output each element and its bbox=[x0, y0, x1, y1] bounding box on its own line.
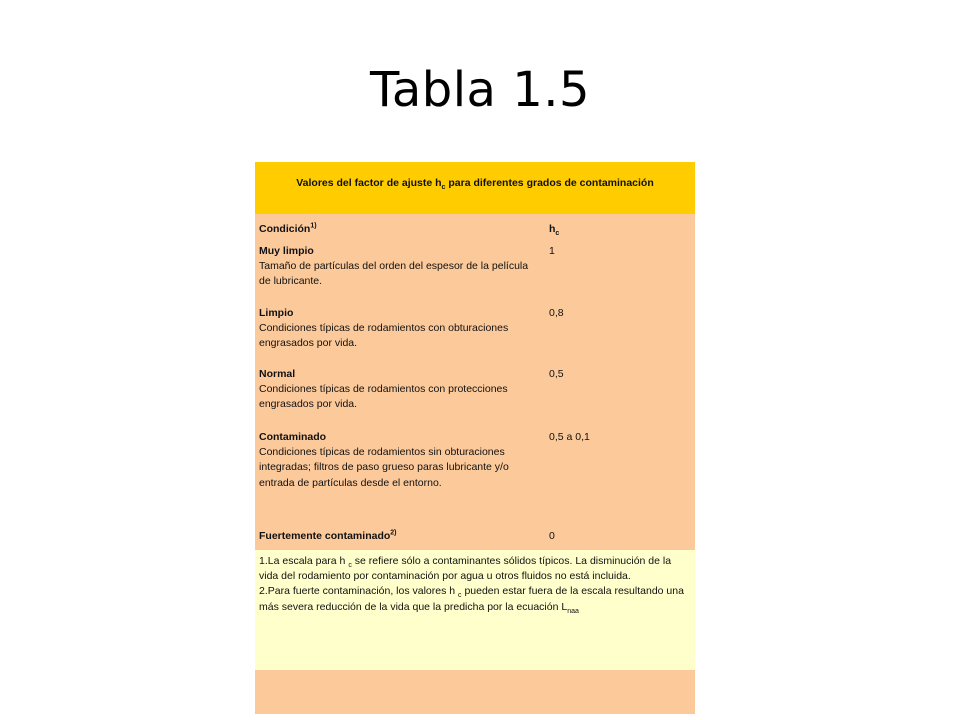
row-value: 0,5 bbox=[549, 368, 564, 380]
footnote-1-text-b: se refiere sólo a contaminantes sólidos típicos. La disminución de la vida del rodamiento por contaminación por agua u otros fluidos no está incluida. bbox=[259, 555, 672, 583]
condition-footnote: 1) bbox=[310, 222, 317, 230]
row-condition bbox=[259, 430, 541, 491]
table-header bbox=[255, 162, 695, 214]
page-title: Tabla 1.5 bbox=[369, 62, 591, 118]
row-value: 0,8 bbox=[549, 307, 564, 319]
row-value: 0 bbox=[549, 530, 555, 542]
hc-subscript: c bbox=[555, 230, 560, 238]
row-value: 1 bbox=[549, 245, 555, 257]
table-caption bbox=[255, 176, 695, 191]
row-name: Fuertemente contaminado bbox=[259, 530, 391, 542]
footnote-2-text-a: 2.Para fuerte contaminación, los valores h bbox=[259, 585, 459, 598]
footnote-2-subscript: c bbox=[458, 592, 462, 600]
row-condition bbox=[259, 244, 541, 290]
row-condition bbox=[259, 306, 541, 352]
hc-label: h bbox=[549, 223, 556, 235]
contamination-table bbox=[255, 162, 695, 670]
caption-suffix: para diferentes grados de contaminación bbox=[445, 177, 654, 189]
footnote-2 bbox=[259, 584, 693, 614]
footnote-1-text-a: 1.La escala para h bbox=[259, 555, 349, 567]
footnote-1-subscript: c bbox=[348, 562, 352, 570]
caption-subscript: c bbox=[441, 184, 446, 192]
row-value: 0,5 a 0,1 bbox=[549, 431, 590, 443]
footnote-1 bbox=[259, 554, 693, 584]
row-name: Limpio bbox=[259, 307, 294, 319]
row-condition bbox=[259, 529, 541, 544]
footnote-2-text-b: pueden estar fuera de la escala resultando una más severa reducción de la vida que la predicha por la ecuación L bbox=[259, 585, 684, 613]
row-footnote: 2) bbox=[390, 529, 397, 537]
row-name: Normal bbox=[259, 368, 296, 380]
caption-prefix: Valores del factor de ajuste h bbox=[296, 177, 442, 189]
row-description: Tamaño de partículas del orden del espesor de la película de lubricante. bbox=[259, 260, 529, 288]
row-name: Muy limpio bbox=[259, 245, 314, 257]
row-description: Condiciones típicas de rodamientos con obturaciones engrasados por vida. bbox=[259, 322, 509, 350]
condition-label: Condición bbox=[259, 223, 311, 235]
footnotes bbox=[259, 554, 693, 615]
footnote-2-subscript-naa: naa bbox=[567, 607, 579, 615]
row-condition bbox=[259, 367, 541, 413]
row-name: Contaminado bbox=[259, 431, 327, 443]
column-header-condition bbox=[259, 222, 541, 237]
row-description: Condiciones típicas de rodamientos sin obturaciones integradas; filtros de paso grueso paras lubricante y/o entrada de partículas desde el entorno. bbox=[259, 446, 509, 489]
row-description: Condiciones típicas de rodamientos con protecciones engrasados por vida. bbox=[259, 383, 508, 411]
column-header-hc bbox=[549, 222, 689, 237]
